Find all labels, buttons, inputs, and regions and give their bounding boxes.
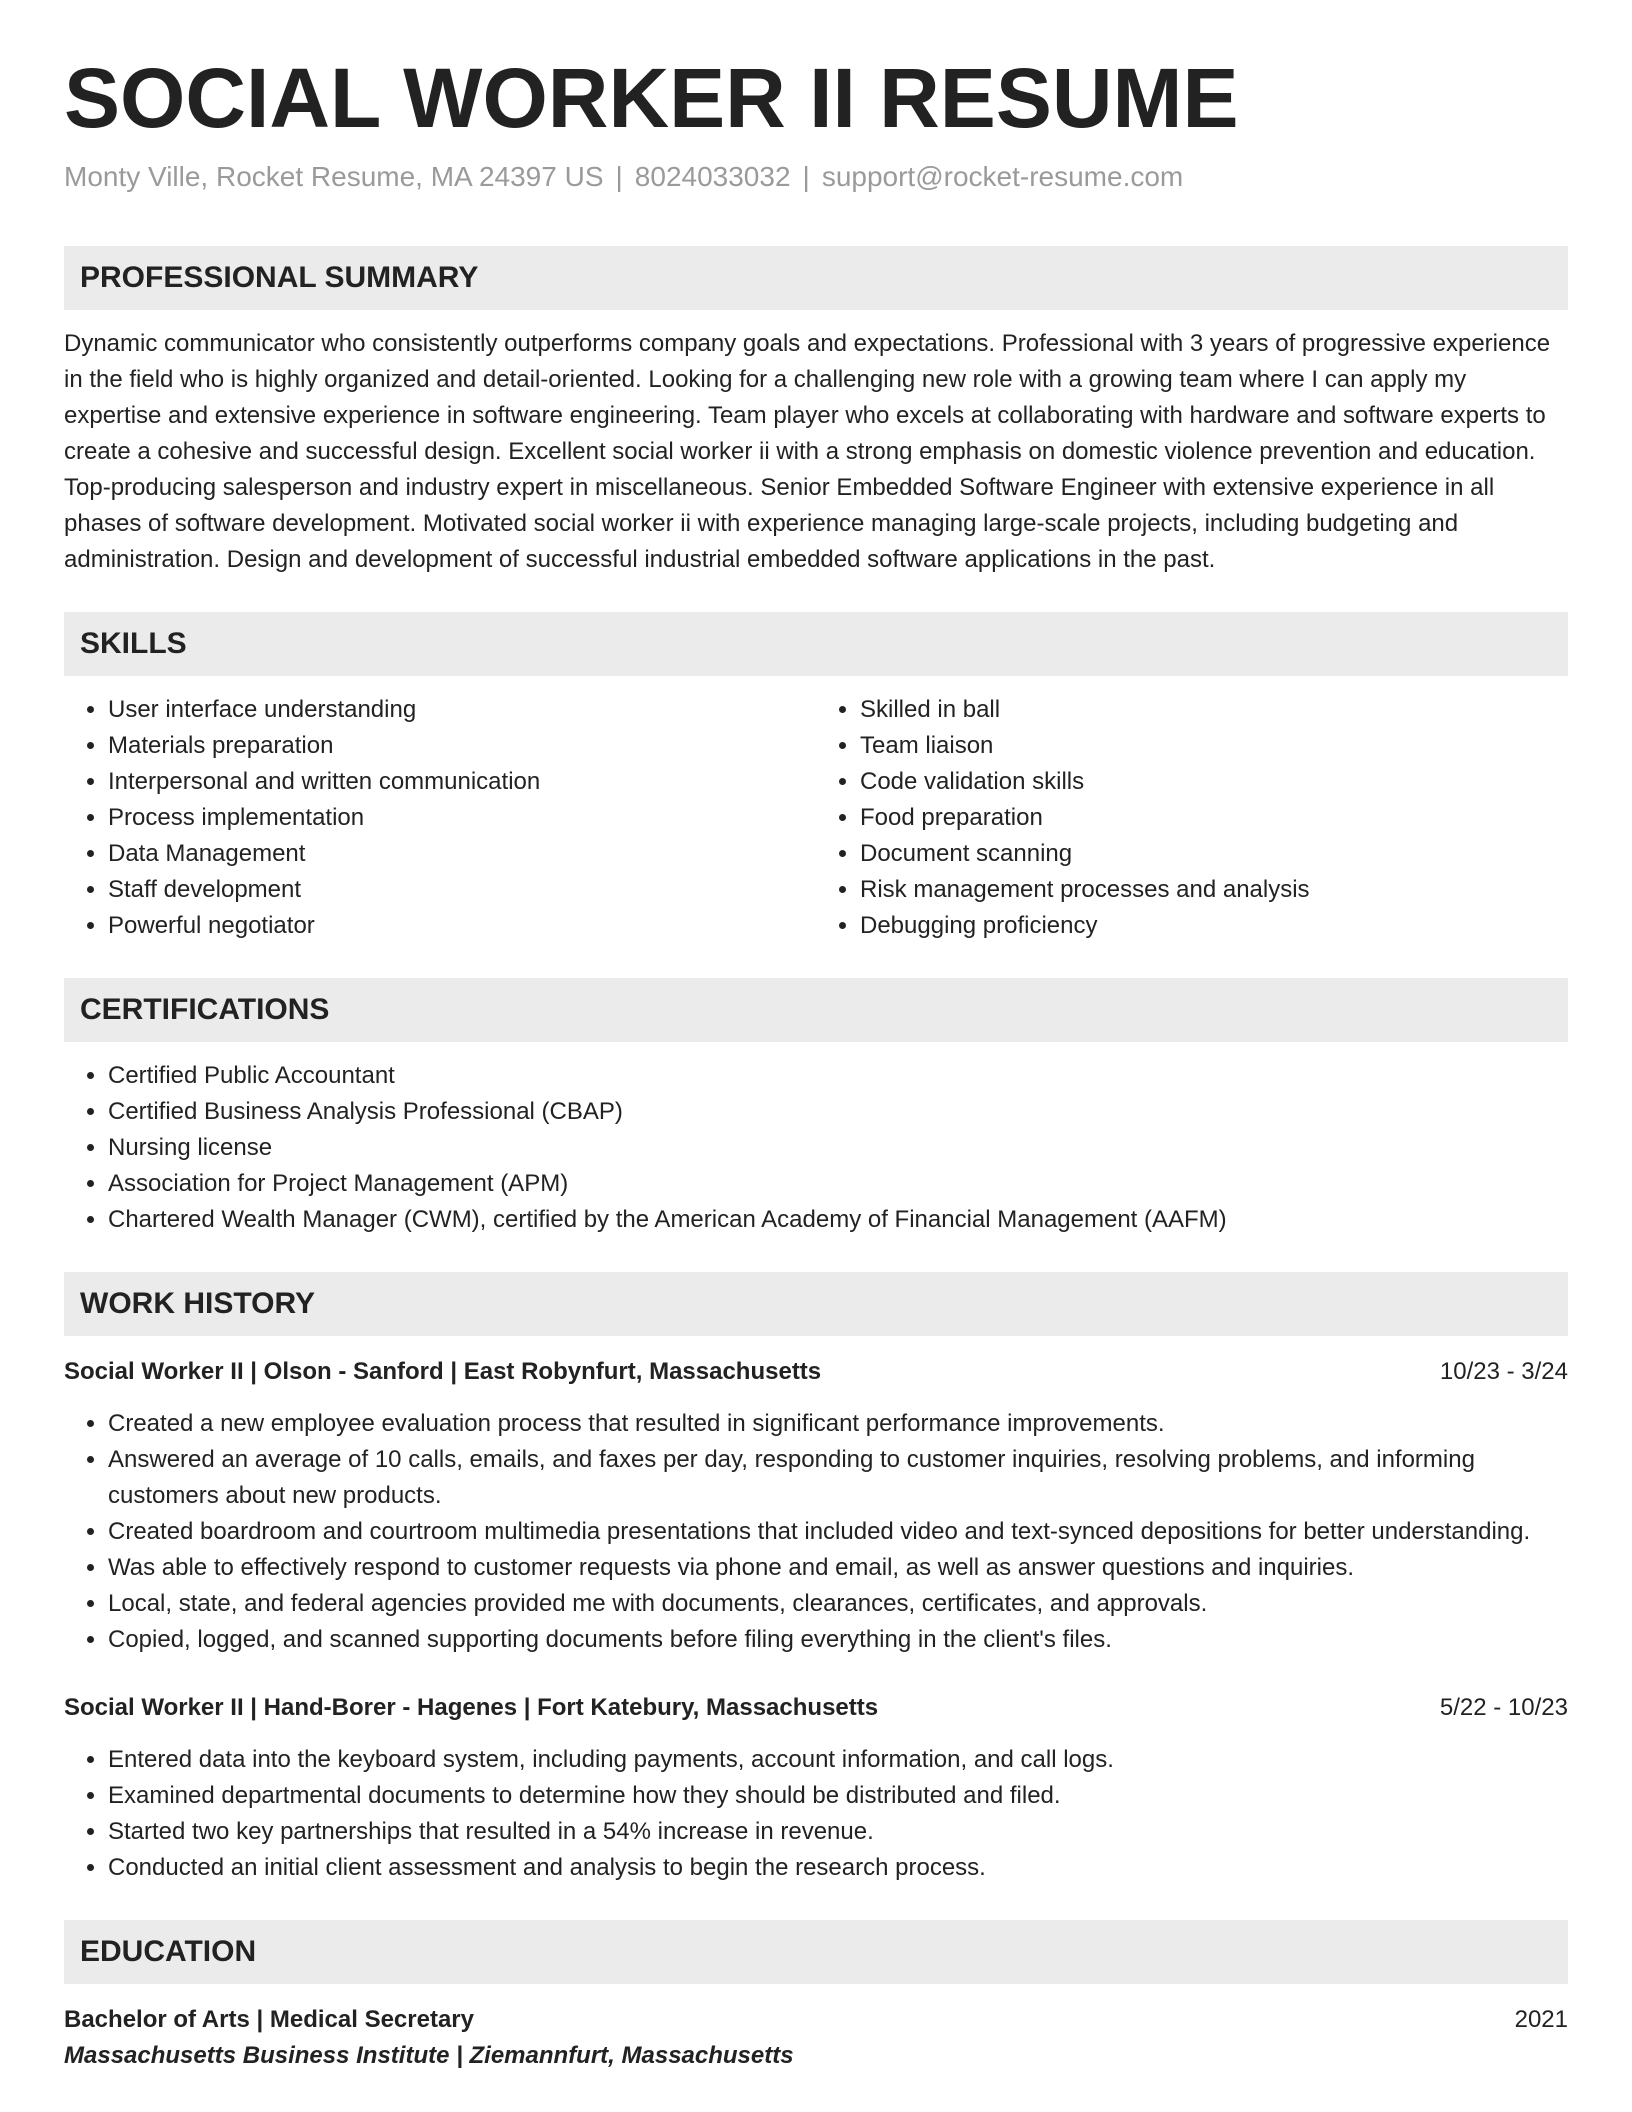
skill-item: • Data Management [108,836,816,872]
certification-item: • Certified Business Analysis Professional (CBAP) [108,1094,1568,1130]
skill-item: • Powerful negotiator [108,908,816,944]
job-bullets [64,1406,1568,1658]
contact-separator: | [802,161,810,193]
job-title: Social Worker II | Olson - Sanford | East Robynfurt, Massachusetts [64,1357,822,1385]
skill-item: • Staff development [108,872,816,908]
summary-text: Dynamic communicator who consistently outperforms company goals and expectations. Professional with 3 years of progressive experience in the field who is highly organized and detail-oriented. Looking for a challenging new role with a growing team where I can apply my expertise and extensive experience in software engineering. Team player who excels at collaborating with hardware and software experts to create a cohesive and successful design. Excellent social worker ii with a strong emphasis on domestic violence prevention and education. Top-producing salesperson and industry expert in miscellaneous. Senior Embedded Software Engineer with extensive experience in all phases of software development. Motivated social worker ii with experience managing large-scale projects, including budgeting and administration. Design and development of successful industrial embedded software applications in the past. [64,329,1551,573]
job-bullet: • Copied, logged, and scanned supporting documents before filing everything in the client's files. [108,1622,1568,1658]
contact-line [64,160,1568,194]
job-bullets [64,1742,1568,1886]
skill-item: • Debugging proficiency [860,908,1568,944]
summary-section [64,246,1568,578]
job-bullet: • Entered data into the keyboard system, including payments, account information, and call logs. [108,1742,1568,1778]
education-header [64,2002,1568,2038]
education-year: 2021 [1514,2005,1568,2033]
skill-item: • User interface understanding [108,692,816,728]
job-bullet: • Started two key partnerships that resulted in a 54% increase in revenue. [108,1814,1568,1850]
certifications-list [64,1058,1568,1238]
skill-item: • Risk management processes and analysis [860,872,1568,908]
contact-separator: | [615,161,623,193]
education-section [64,1920,1568,2074]
summary-heading: PROFESSIONAL SUMMARY [64,246,1568,310]
job-bullet: • Created boardroom and courtroom multimedia presentations that included video and text-synced depositions for better understanding. [108,1514,1568,1550]
certifications-section [64,978,1568,1238]
education-entry [64,2002,1568,2074]
job-title: Social Worker II | Hand-Borer - Hagenes | Fort Katebury, Massachusetts [64,1693,879,1721]
skill-item: • Document scanning [860,836,1568,872]
certification-item: • Association for Project Management (APM) [108,1166,1568,1202]
job-header [64,1354,1568,1390]
contact-address: Monty Ville, Rocket Resume, MA 24397 US [64,161,604,193]
contact-phone: 8024033032 [634,161,791,193]
skill-item: • Team liaison [860,728,1568,764]
job-bullet: • Was able to effectively respond to customer requests via phone and email, as well as answer questions and inquiries. [108,1550,1568,1586]
job-bullet: • Local, state, and federal agencies provided me with documents, clearances, certificates, and approvals. [108,1586,1568,1622]
job-date: 5/22 - 10/23 [1439,1693,1568,1721]
job-bullet: • Conducted an initial client assessment and analysis to begin the research process. [108,1850,1568,1886]
job-date: 10/23 - 3/24 [1439,1357,1568,1385]
skill-item: • Interpersonal and written communication [108,764,816,800]
skills-right-list [816,692,1568,944]
skills-heading: SKILLS [64,612,1568,676]
skills-section [64,612,1568,944]
education-degree: Bachelor of Arts | Medical Secretary [64,2005,474,2033]
work-history-section [64,1272,1568,1886]
job-bullet: • Answered an average of 10 calls, emails, and faxes per day, responding to customer inquiries, resolving problems, and informing customers about new products. [108,1442,1568,1514]
education-school: Massachusetts Business Institute | Ziemannfurt, Massachusetts [64,2041,794,2069]
job-bullet: • Examined departmental documents to determine how they should be distributed and filed. [108,1778,1568,1814]
job-entry [64,1354,1568,1658]
skill-item: • Food preparation [860,800,1568,836]
skill-item: • Skilled in ball [860,692,1568,728]
skills-left-list [64,692,816,944]
resume-title: SOCIAL WORKER II RESUME [64,51,1239,145]
skill-item: • Materials preparation [108,728,816,764]
work-history-heading: WORK HISTORY [64,1272,1568,1336]
skill-item: • Process implementation [108,800,816,836]
education-heading: EDUCATION [64,1920,1568,1984]
certification-item: • Chartered Wealth Manager (CWM), certified by the American Academy of Financial Management (AAFM) [108,1202,1568,1238]
contact-email: support@rocket-resume.com [821,161,1184,193]
job-header [64,1690,1568,1726]
certification-item: • Certified Public Accountant [108,1058,1568,1094]
skill-item: • Code validation skills [860,764,1568,800]
certifications-heading: CERTIFICATIONS [64,978,1568,1042]
job-bullet: • Created a new employee evaluation process that resulted in significant performance improvements. [108,1406,1568,1442]
certification-item: • Nursing license [108,1130,1568,1166]
skills-grid [64,692,1568,944]
job-entry [64,1690,1568,1886]
